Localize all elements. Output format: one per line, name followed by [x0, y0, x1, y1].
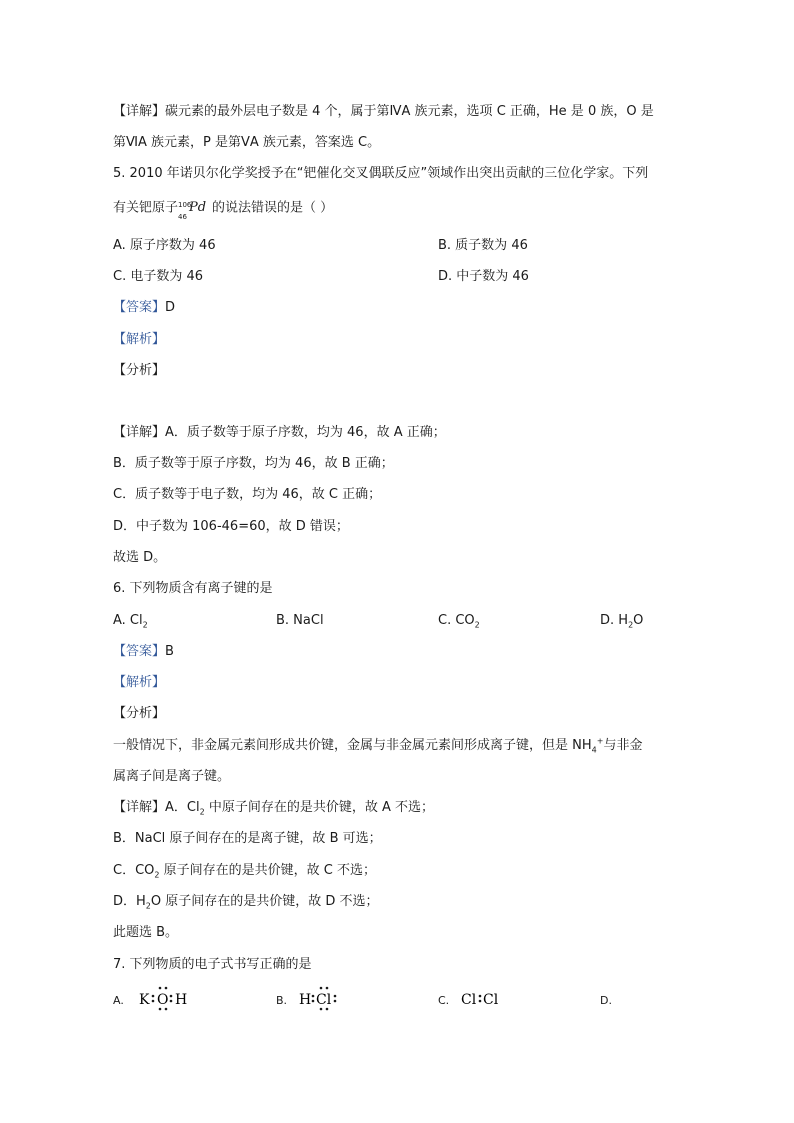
answer-tag: 【答案】 — [113, 644, 166, 659]
electron-dot — [320, 987, 323, 990]
formula-k: K — [139, 992, 150, 1008]
q6-option-b: B. NaCl — [276, 613, 324, 628]
q5-detail-line: C．质子数等于电子数，均为 46，故 C 正确； — [113, 487, 382, 502]
subscript: 4 — [591, 745, 597, 755]
formula-h: H — [175, 992, 188, 1008]
q7-option-c-label: C. — [438, 994, 450, 1007]
q6-answer — [113, 642, 174, 662]
q5-fenxi-tag: 【分析】 — [113, 363, 166, 378]
q5-detail-line: B．质子数等于原子序数，均为 46，故 B 正确； — [113, 456, 394, 471]
electron-dot — [320, 1008, 323, 1011]
q6-detail-c — [113, 861, 376, 881]
q6-detail-a — [113, 798, 434, 818]
subscript: 2 — [145, 901, 151, 911]
q5-detail-line: 【详解】A．质子数等于原子序数，均为 46，故 A 正确； — [113, 425, 446, 440]
subscript: 2 — [154, 870, 160, 880]
analysis-text: 一般情况下，非金属元素间形成共价键，金属与非金属元素间形成离子键，但是 NH — [113, 738, 592, 753]
electron-dot — [334, 1000, 337, 1003]
answer-value: B — [165, 644, 174, 659]
nuclide-atomic-number: 46 — [178, 213, 187, 221]
q6-option-c — [438, 611, 480, 631]
q5-stem-text-a: 有关钯原子 — [113, 200, 179, 216]
q5-stem-line2 — [113, 198, 333, 219]
electron-dot — [170, 1000, 173, 1003]
electron-dot — [152, 1000, 155, 1003]
q7-option-d-label: D. — [600, 994, 612, 1007]
formula-o: O — [157, 992, 169, 1008]
subscript: 2 — [628, 620, 634, 630]
q5-option-d: D. 中子数为 46 — [438, 269, 529, 284]
option-text: C. CO — [438, 613, 475, 628]
q5-stem-text-b: 的说法错误的是（ ） — [212, 200, 334, 216]
electron-dot — [326, 987, 329, 990]
q5-stem-line1: 5. 2010 年诺贝尔化学奖授予在“钯催化交叉偶联反应”领域作出突出贡献的三位化学家。下列 — [113, 166, 649, 181]
electron-dot — [312, 995, 315, 998]
prev-detail-line1: 【详解】碳元素的最外层电子数是 4 个，属于第ⅣA 族元素，选项 C 正确，He 是 0 族，O 是 — [113, 104, 654, 119]
q5-option-c: C. 电子数为 46 — [113, 269, 204, 284]
electron-formula-koh — [137, 984, 197, 1014]
electron-dot — [334, 995, 337, 998]
electron-dot — [152, 995, 155, 998]
electron-dot — [165, 987, 168, 990]
q6-option-d — [600, 611, 643, 631]
q5-option-a: A. 原子序数为 46 — [113, 238, 216, 253]
prev-detail-line2: 第ⅥA 族元素，P 是第ⅤA 族元素，答案选 C。 — [113, 135, 381, 150]
q6-analysis-line2: 属离子间是离子键。 — [113, 769, 231, 784]
answer-tag: 【答案】 — [113, 300, 166, 315]
electron-dot — [170, 995, 173, 998]
q6-analysis-tag: 【解析】 — [113, 675, 166, 690]
answer-value: D — [165, 300, 176, 315]
analysis-text: 与非金 — [603, 738, 643, 753]
q5-analysis-tag: 【解析】 — [113, 332, 166, 347]
nuclide-element: Pd — [189, 200, 207, 215]
subscript: 2 — [474, 620, 480, 630]
formula-cl: Cl — [483, 992, 499, 1008]
q6-detail-d — [113, 892, 379, 912]
subscript: 2 — [199, 807, 205, 817]
formula-cl: Cl — [461, 992, 477, 1008]
q7-option-a-label: A. — [113, 994, 124, 1007]
option-text: O — [633, 613, 644, 628]
electron-formula-cl2 — [459, 984, 519, 1014]
detail-text: D．H — [113, 894, 146, 909]
q6-stem: 6. 下列物质含有离子键的是 — [113, 581, 273, 596]
electron-dot — [159, 1008, 162, 1011]
detail-text: 中原子间存在的是共价键，故 A 不选； — [204, 800, 434, 815]
q7-option-b-label: B. — [276, 994, 288, 1007]
electron-dot — [479, 1000, 482, 1003]
q5-detail-line: D．中子数为 106-46=60，故 D 错误； — [113, 519, 349, 534]
pd-nuclide-symbol — [178, 198, 212, 221]
q6-conclusion: 此题选 B。 — [113, 925, 179, 940]
q6-analysis-line1 — [113, 736, 642, 756]
formula-cl: Cl — [316, 992, 332, 1008]
superscript: + — [596, 736, 604, 746]
nuclide-mass: 106 — [178, 201, 192, 209]
q5-conclusion: 故选 D。 — [113, 550, 167, 565]
q6-detail-b: B．NaCl 原子间存在的是离子键，故 B 可选； — [113, 831, 382, 846]
electron-dot — [159, 987, 162, 990]
detail-text: 【详解】A．Cl — [113, 800, 200, 815]
detail-text: 原子间存在的是共价键，故 C 不选； — [159, 863, 376, 878]
electron-dot — [165, 1008, 168, 1011]
detail-text: C．CO — [113, 863, 155, 878]
electron-dot — [312, 1000, 315, 1003]
q7-stem: 7. 下列物质的电子式书写正确的是 — [113, 957, 312, 972]
formula-h: H — [299, 992, 312, 1008]
detail-text: O 原子间存在的是共价键，故 D 不选； — [150, 894, 379, 909]
q6-fenxi-tag: 【分析】 — [113, 706, 166, 721]
q6-option-a — [113, 611, 148, 631]
q5-option-b: B. 质子数为 46 — [438, 238, 528, 253]
option-text: A. Cl — [113, 613, 143, 628]
electron-dot — [326, 1008, 329, 1011]
subscript: 2 — [142, 620, 148, 630]
electron-formula-hcl — [297, 984, 357, 1014]
option-text: D. H — [600, 613, 629, 628]
q5-answer — [113, 298, 175, 318]
electron-dot — [479, 995, 482, 998]
